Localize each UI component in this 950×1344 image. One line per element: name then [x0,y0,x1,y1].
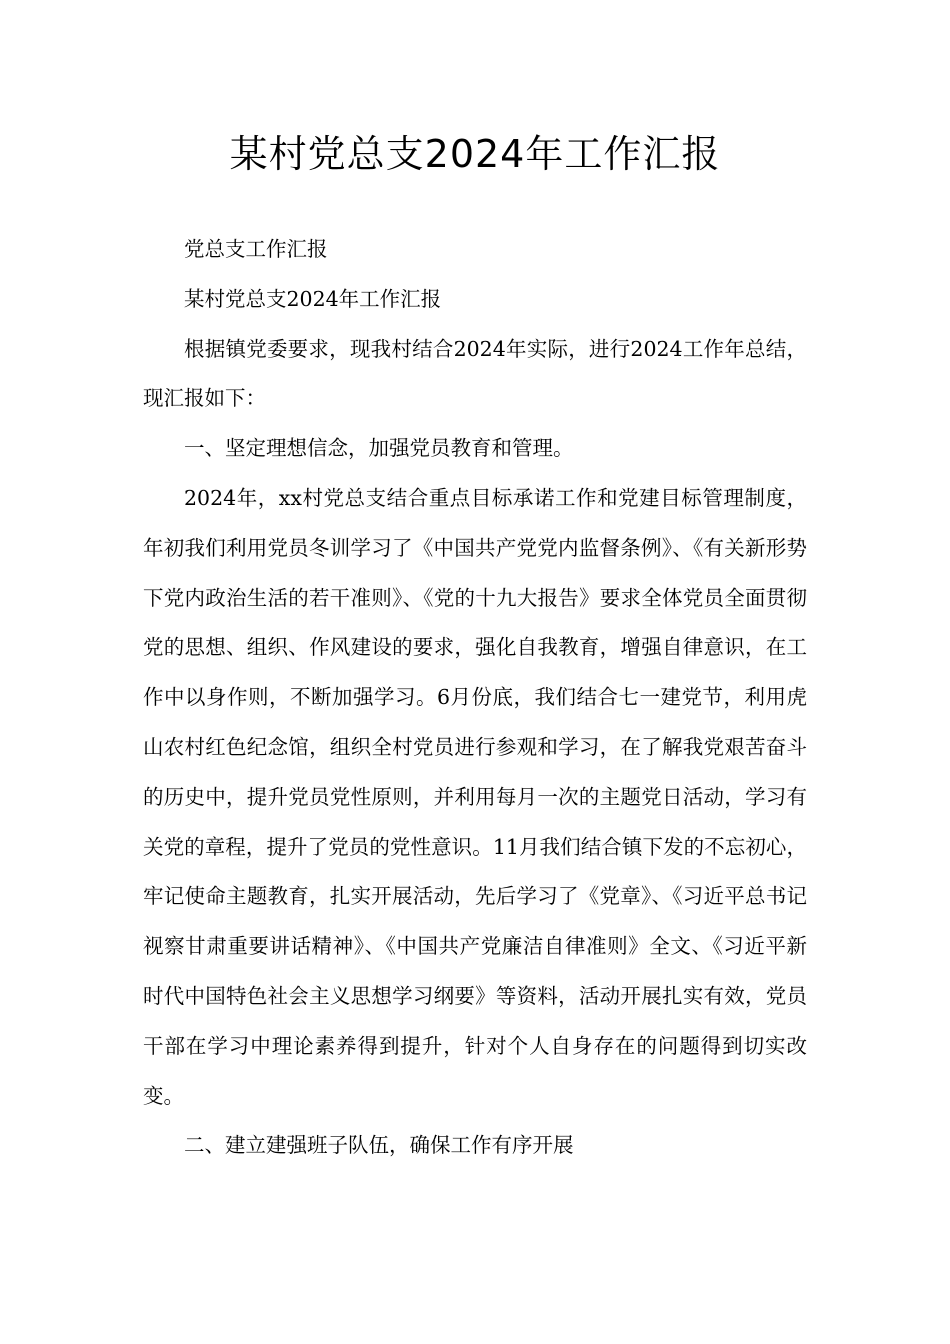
paragraph-intro: 根据镇党委要求，现我村结合2024年实际，进行2024工作年总结，现汇报如下： [143,336,807,411]
heading-section-two: 二、建立建强班子队伍，确保工作有序开展 [184,1133,574,1158]
document-title: 某村党总支2024年工作汇报 [229,132,721,176]
paragraph-section-one-body: 2024年，xx村党总支结合重点目标承诺工作和党建目标管理制度，年初我们利用党员冬训学习了《中国共产党党内监督条例》、《有关新形势下党内政治生活的若干准则》、《党的十九大报告》要求全体党员全面贯彻党的思想、组织、作风建设的要求，强化自我教育，增强自律意识，在工作中以身作则，不断加强学习。6月份底，我们结合七一建党节，利用虎山农村红色纪念馆，组织全村党员进行参观和学习，在了解我党艰苦奋斗的历史中，提升党员党性原则，并利用每月一次的主题党日活动，学习有关党的章程，提升了党员的党性意识。11月我们结合镇下发的不忘初心，牢记使命主题教育，扎实开展活动，先后学习了《党章》、《习近平总书记视察甘肃重要讲话精神》、《中国共产党廉洁自律准则》全文、《习近平新时代中国特色社会主义思想学习纲要》等资料，活动开展扎实有效，党员干部在学习中理论素养得到提升，针对个人自身存在的问题得到切实改变。 [143,485,807,1108]
paragraph-section-label: 党总支工作汇报 [184,237,328,261]
heading-section-one: 一、坚定理想信念，加强党员教育和管理。 [184,436,574,461]
paragraph-report-name: 某村党总支2024年工作汇报 [184,286,442,311]
document-body [143,225,807,1171]
